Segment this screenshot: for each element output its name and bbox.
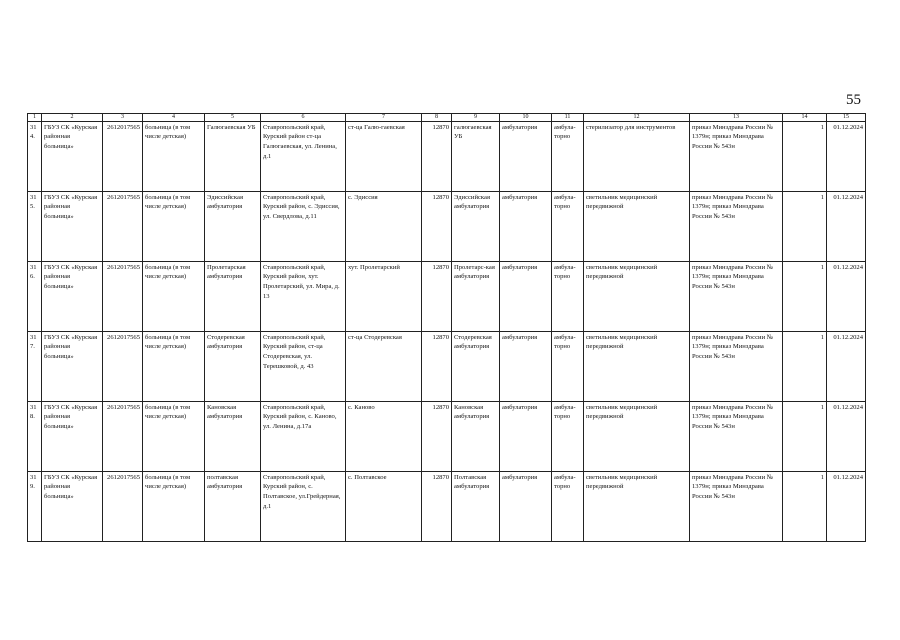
address-cell: Ставропольский край, Курский район ст-ца Галюгаевская, ул. Ленина, д.1 <box>261 121 346 191</box>
table-row <box>28 471 866 541</box>
order-cell: приказ Минздрава России № 1379н; приказ Минздрава России № 543н <box>690 191 783 261</box>
organization-cell: ГБУЗ СК «Курская районная больница» <box>42 471 103 541</box>
facility-type-cell: больница (в том числе детская) <box>143 331 205 401</box>
locality-cell: ст-ца Стодеревская <box>346 331 422 401</box>
department-cell: Эдиссийская амбулатория <box>452 191 500 261</box>
mode-cell: амбула-торно <box>552 471 584 541</box>
row-number: 319. <box>28 471 42 541</box>
date-cell: 01.12.2024 <box>827 471 866 541</box>
column-number: 11 <box>552 114 584 122</box>
equipment-cell: стерилизатор для инструментов <box>584 121 690 191</box>
unit-name-cell: Пролетарская амбулатория <box>205 261 261 331</box>
address-cell: Ставропольский край, Курский район, с. Каново, ул. Ленина, д.17а <box>261 401 346 471</box>
unit-name-cell: Кановская амбулатория <box>205 401 261 471</box>
quantity-cell: 1 <box>783 471 827 541</box>
kind-cell: амбулатория <box>500 401 552 471</box>
address-cell: Ставропольский край, Курский район, с. Полтавское, ул.Грейдерная, д.1 <box>261 471 346 541</box>
department-cell: галюгаевская УБ <box>452 121 500 191</box>
unit-name-cell: полтавская амбулатория <box>205 471 261 541</box>
column-number: 2 <box>42 114 103 122</box>
row-number: 315. <box>28 191 42 261</box>
inn-cell: 2612017565 <box>103 401 143 471</box>
mode-cell: амбула-торно <box>552 261 584 331</box>
row-number: 318. <box>28 401 42 471</box>
code-cell: 12870 <box>422 121 452 191</box>
mode-cell: амбула-торно <box>552 401 584 471</box>
code-cell: 12870 <box>422 191 452 261</box>
column-number-row <box>28 114 866 122</box>
kind-cell: амбулатория <box>500 191 552 261</box>
kind-cell: амбулатория <box>500 261 552 331</box>
locality-cell: ст-ца Галю-гаевская <box>346 121 422 191</box>
order-cell: приказ Минздрава России № 1379н; приказ Минздрава России № 543н <box>690 331 783 401</box>
department-cell: Пролетарс-кая амбулатория <box>452 261 500 331</box>
date-cell: 01.12.2024 <box>827 121 866 191</box>
equipment-cell: светильник медицинский передвижной <box>584 191 690 261</box>
equipment-cell: светильник медицинский передвижной <box>584 261 690 331</box>
locality-cell: с. Полтавское <box>346 471 422 541</box>
unit-name-cell: Стодеревская амбулатория <box>205 331 261 401</box>
locality-cell: хут. Пролетарский <box>346 261 422 331</box>
column-number: 12 <box>584 114 690 122</box>
facility-type-cell: больница (в том числе детская) <box>143 401 205 471</box>
code-cell: 12870 <box>422 261 452 331</box>
organization-cell: ГБУЗ СК «Курская районная больница» <box>42 401 103 471</box>
kind-cell: амбулатория <box>500 121 552 191</box>
inn-cell: 2612017565 <box>103 331 143 401</box>
order-cell: приказ Минздрава России № 1379н; приказ Минздрава России № 543н <box>690 401 783 471</box>
kind-cell: амбулатория <box>500 331 552 401</box>
column-number: 3 <box>103 114 143 122</box>
row-number: 317. <box>28 331 42 401</box>
quantity-cell: 1 <box>783 261 827 331</box>
table-row <box>28 261 866 331</box>
inn-cell: 2612017565 <box>103 191 143 261</box>
mode-cell: амбула-торно <box>552 331 584 401</box>
equipment-cell: светильник медицинский передвижной <box>584 401 690 471</box>
locality-cell: с. Эдиссия <box>346 191 422 261</box>
table-row <box>28 331 866 401</box>
unit-name-cell: Галюгаевская УБ <box>205 121 261 191</box>
department-cell: Полтавская амбулатория <box>452 471 500 541</box>
column-number: 5 <box>205 114 261 122</box>
date-cell: 01.12.2024 <box>827 191 866 261</box>
column-number: 4 <box>143 114 205 122</box>
column-number: 13 <box>690 114 783 122</box>
table-row <box>28 401 866 471</box>
order-cell: приказ Минздрава России № 1379н; приказ Минздрава России № 543н <box>690 261 783 331</box>
organization-cell: ГБУЗ СК «Курская районная больница» <box>42 261 103 331</box>
order-cell: приказ Минздрава России № 1379н; приказ Минздрава России № 543н <box>690 121 783 191</box>
row-number: 314. <box>28 121 42 191</box>
facility-type-cell: больница (в том числе детская) <box>143 191 205 261</box>
mode-cell: амбула-торно <box>552 121 584 191</box>
order-cell: приказ Минздрава России № 1379н; приказ Минздрава России № 543н <box>690 471 783 541</box>
mode-cell: амбула-торно <box>552 191 584 261</box>
row-number: 316. <box>28 261 42 331</box>
column-number: 14 <box>783 114 827 122</box>
table-row <box>28 191 866 261</box>
department-cell: Стодеревская амбулатория <box>452 331 500 401</box>
locality-cell: с. Каново <box>346 401 422 471</box>
code-cell: 12870 <box>422 401 452 471</box>
kind-cell: амбулатория <box>500 471 552 541</box>
facility-type-cell: больница (в том числе детская) <box>143 471 205 541</box>
column-number: 8 <box>422 114 452 122</box>
column-number: 6 <box>261 114 346 122</box>
address-cell: Ставропольский край, Курский район, с. Эдиссия, ул. Свердлова, д.11 <box>261 191 346 261</box>
equipment-table <box>27 113 866 542</box>
organization-cell: ГБУЗ СК «Курская районная больница» <box>42 191 103 261</box>
quantity-cell: 1 <box>783 191 827 261</box>
equipment-cell: светильник медицинский передвижной <box>584 471 690 541</box>
facility-type-cell: больница (в том числе детская) <box>143 261 205 331</box>
page-number: 55 <box>846 92 861 108</box>
quantity-cell: 1 <box>783 401 827 471</box>
inn-cell: 2612017565 <box>103 261 143 331</box>
column-number: 9 <box>452 114 500 122</box>
department-cell: Кановская амбулатория <box>452 401 500 471</box>
column-number: 10 <box>500 114 552 122</box>
column-number: 15 <box>827 114 866 122</box>
address-cell: Ставропольский край, Курский район, хут. Пролетарский, ул. Мира, д. 13 <box>261 261 346 331</box>
facility-type-cell: больница (в том числе детская) <box>143 121 205 191</box>
quantity-cell: 1 <box>783 331 827 401</box>
column-number: 1 <box>28 114 42 122</box>
code-cell: 12870 <box>422 331 452 401</box>
equipment-cell: светильник медицинский передвижной <box>584 331 690 401</box>
organization-cell: ГБУЗ СК «Курская районная больница» <box>42 331 103 401</box>
quantity-cell: 1 <box>783 121 827 191</box>
code-cell: 12870 <box>422 471 452 541</box>
column-number: 7 <box>346 114 422 122</box>
inn-cell: 2612017565 <box>103 121 143 191</box>
date-cell: 01.12.2024 <box>827 331 866 401</box>
inn-cell: 2612017565 <box>103 471 143 541</box>
table-row <box>28 121 866 191</box>
unit-name-cell: Эдиссийская амбулатория <box>205 191 261 261</box>
address-cell: Ставропольский край, Курский район, ст-ца Стодеревская, ул. Терешковой, д. 43 <box>261 331 346 401</box>
organization-cell: ГБУЗ СК «Курская районная больница» <box>42 121 103 191</box>
date-cell: 01.12.2024 <box>827 261 866 331</box>
date-cell: 01.12.2024 <box>827 401 866 471</box>
